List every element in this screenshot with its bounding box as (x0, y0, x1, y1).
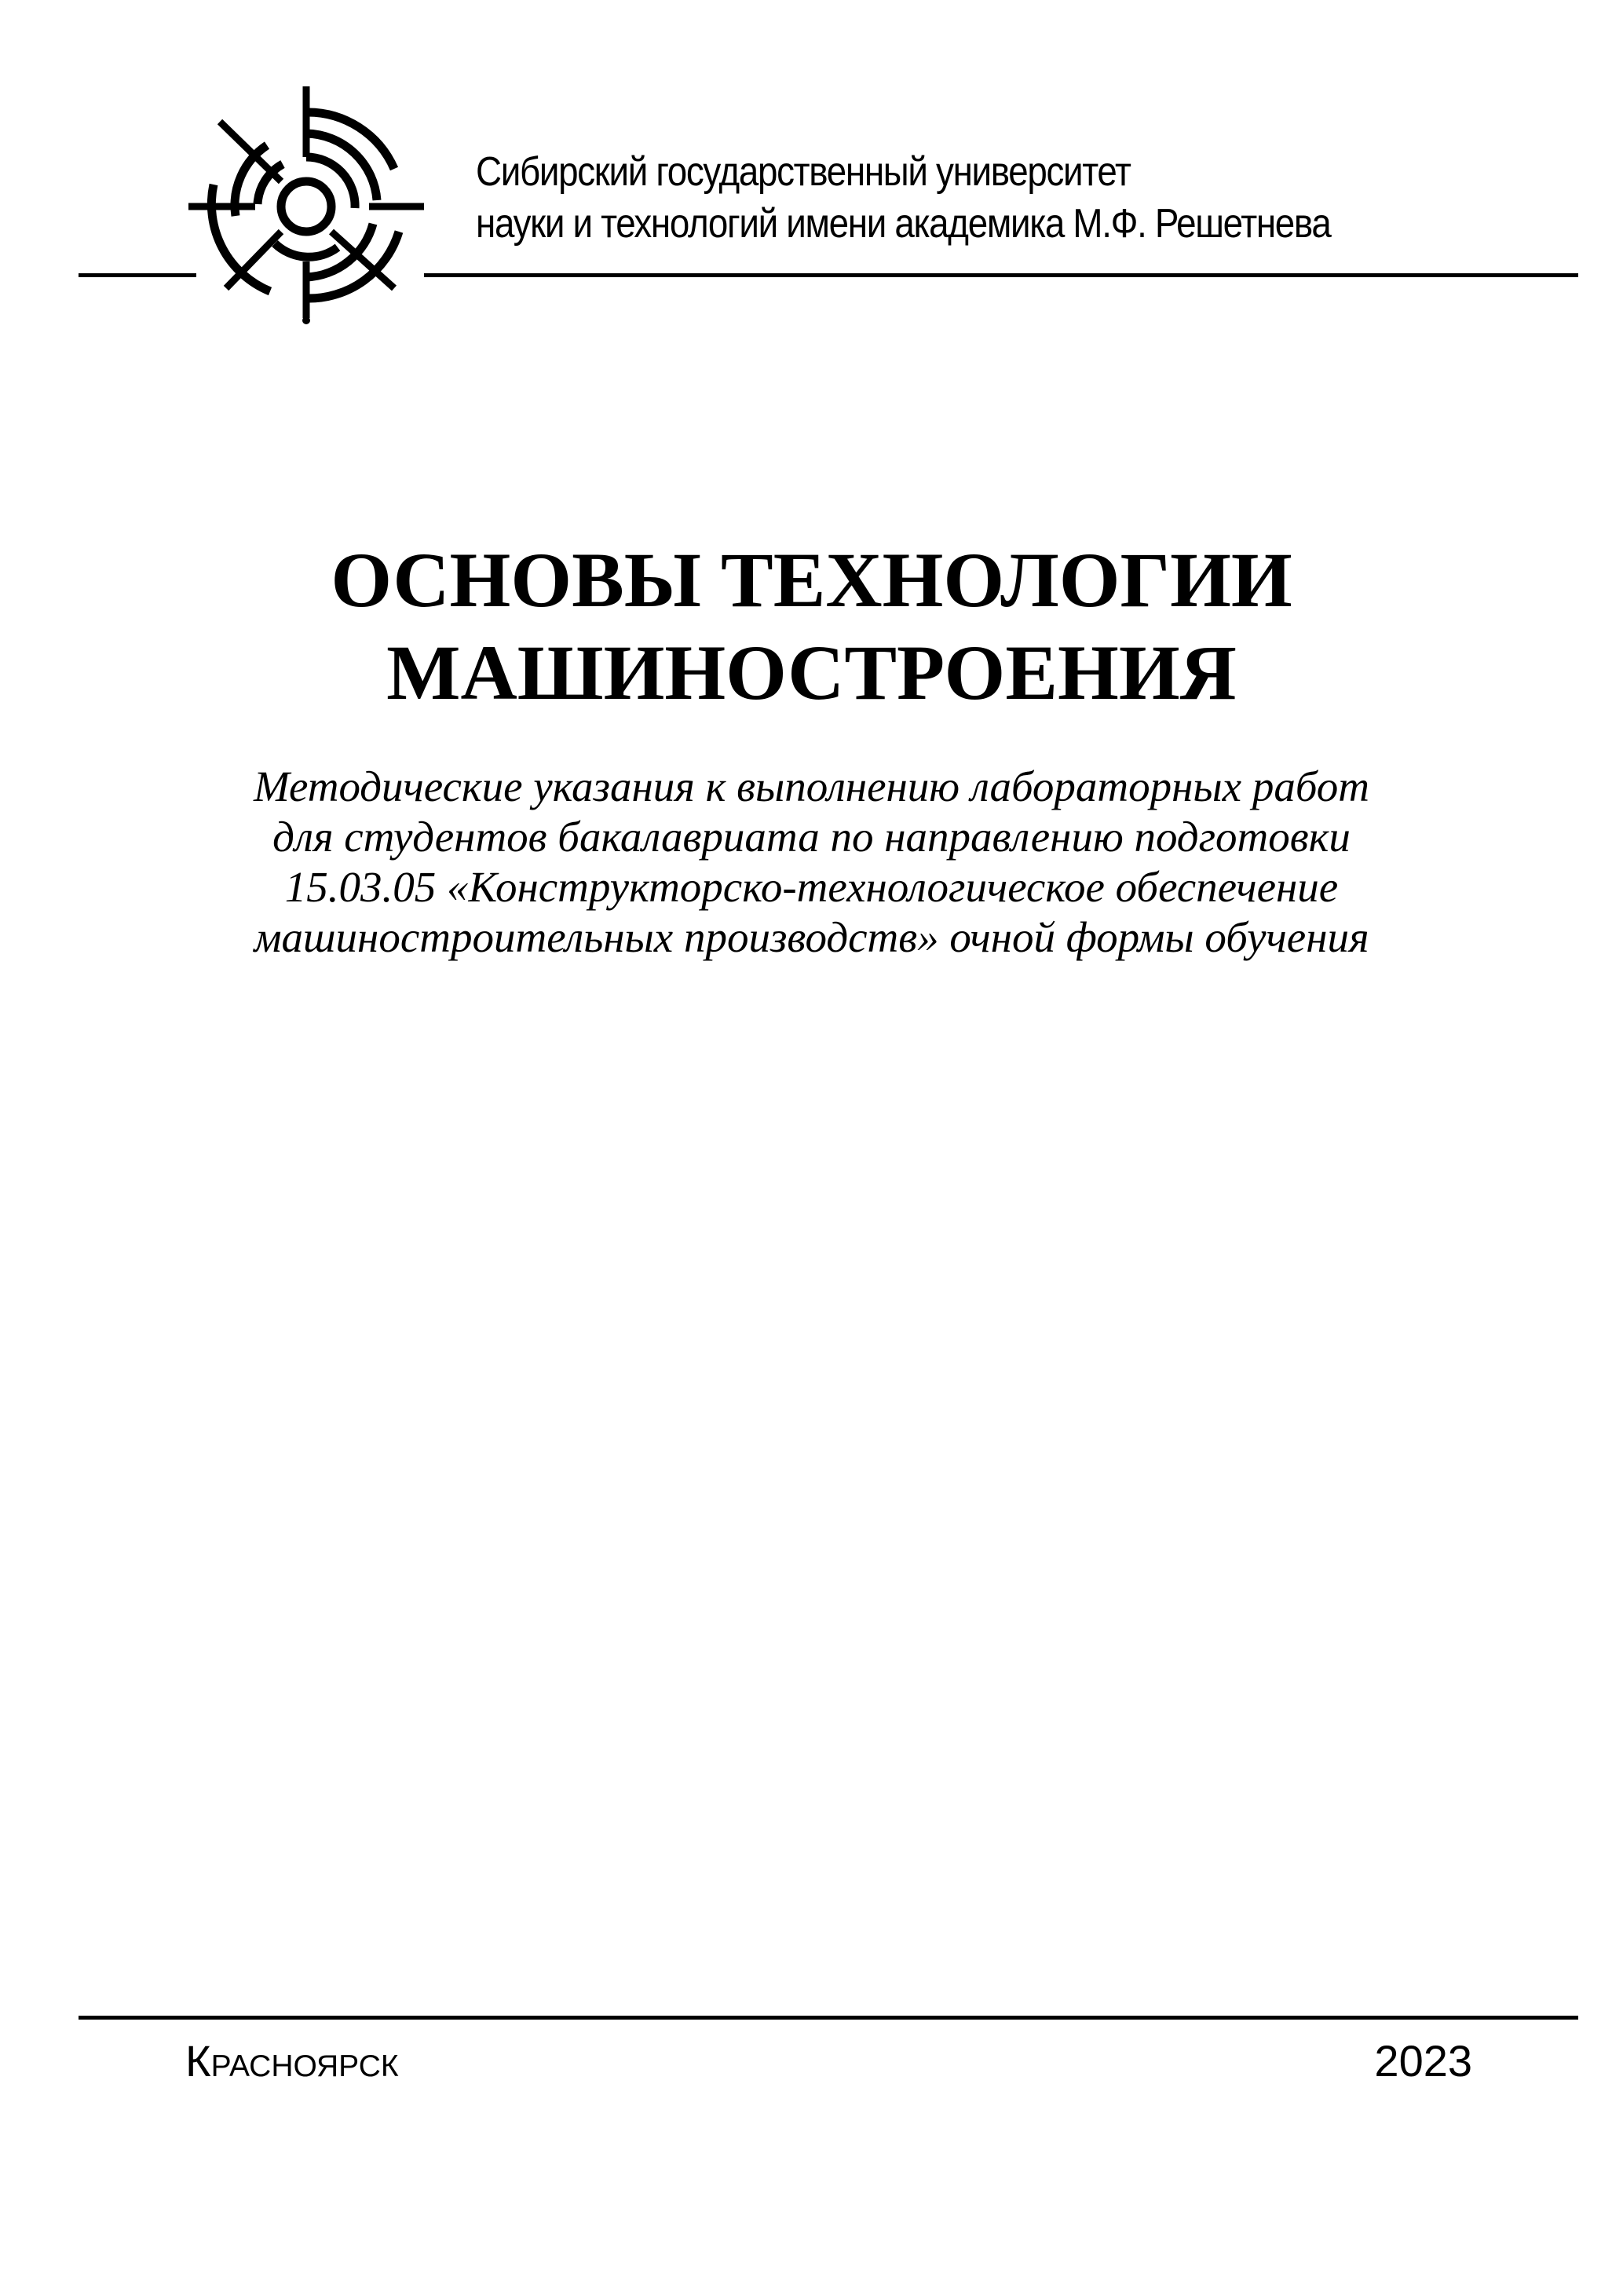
publication-city: Красноярск (185, 2036, 399, 2086)
footer-rule (79, 2016, 1578, 2020)
document-subtitle (0, 762, 1623, 963)
document-subtitle-line1: Методические указания к выполнению лабораторных работ (254, 762, 1369, 810)
publication-year: 2023 (1374, 2036, 1472, 2086)
header-rule-right (424, 273, 1578, 277)
document-subtitle-line3: 15.03.05 «Конструкторско-технологическое обеспечение (284, 863, 1339, 911)
document-title (0, 534, 1623, 719)
header-rule-left (79, 273, 196, 277)
document-subtitle-line4: машиностроительных производств» очной формы обучения (254, 913, 1369, 961)
document-subtitle-line2: для студентов бакалавриата по направлению подготовки (272, 813, 1351, 861)
university-emblem-icon (188, 82, 424, 326)
university-name-line2: науки и технологий имени академика М.Ф. Решетнева (476, 201, 1331, 247)
university-name (476, 146, 1331, 250)
document-title-line1: ОСНОВЫ ТЕХНОЛОГИИ (331, 536, 1292, 623)
university-name-line1: Сибирский государственный университет (476, 149, 1131, 195)
document-title-line2: МАШИНОСТРОЕНИЯ (386, 629, 1237, 716)
